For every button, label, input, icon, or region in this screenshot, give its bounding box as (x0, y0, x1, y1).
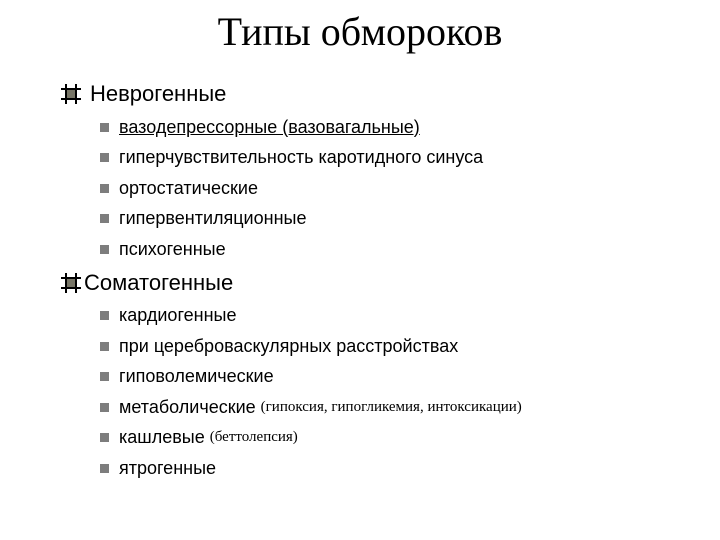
list-item-text: метаболические (119, 396, 256, 417)
square-bullet-icon (100, 403, 109, 412)
list-item (60, 453, 700, 484)
square-bullet-icon (100, 311, 109, 320)
list-item (60, 204, 700, 235)
square-bullet-icon (100, 245, 109, 254)
group-heading-label: Соматогенные (84, 269, 234, 295)
group-heading-nevrogennye (60, 76, 700, 112)
list-item (60, 362, 700, 393)
list-item (60, 423, 700, 454)
slide-title: Типы обмороков (217, 9, 503, 54)
list-item (60, 112, 700, 143)
square-bullet-icon (60, 83, 82, 105)
square-bullet-icon (100, 184, 109, 193)
list-item (60, 173, 700, 204)
list-item (60, 234, 700, 265)
list-item (60, 301, 700, 332)
list-item-note: (гипоксия, гипогликемия, интоксикации) (260, 398, 522, 415)
square-bullet-icon (100, 372, 109, 381)
list-item-text: кардиогенные (119, 305, 237, 326)
list-item-link[interactable]: вазодепрессорные (вазовагальные) (119, 116, 420, 137)
square-bullet-icon (100, 464, 109, 473)
group-heading-somatogennye (60, 265, 700, 301)
list-item (60, 392, 700, 423)
list-item-text: гиповолемические (119, 366, 274, 387)
square-bullet-icon (100, 123, 109, 132)
list-item-text: ортостатические (119, 177, 258, 198)
square-bullet-icon (100, 433, 109, 442)
square-bullet-icon (100, 214, 109, 223)
list-item-text: психогенные (119, 238, 226, 259)
list-item-note: (беттолепсия) (209, 429, 298, 446)
list-item-text: при цереброваскулярных расстройствах (119, 335, 459, 356)
group-heading-label: Неврогенные (90, 81, 227, 106)
list-item-text: гипервентиляционные (119, 208, 307, 229)
list-item-text: кашлевые (119, 427, 205, 448)
list-item (60, 331, 700, 362)
square-bullet-icon (100, 342, 109, 351)
square-bullet-icon (100, 153, 109, 162)
list-item (60, 143, 700, 174)
square-bullet-icon (60, 272, 82, 294)
list-item-text: ятрогенные (119, 457, 217, 478)
list-item-text: гиперчувствительность каротидного синуса (119, 147, 484, 168)
slide-content (60, 76, 700, 484)
